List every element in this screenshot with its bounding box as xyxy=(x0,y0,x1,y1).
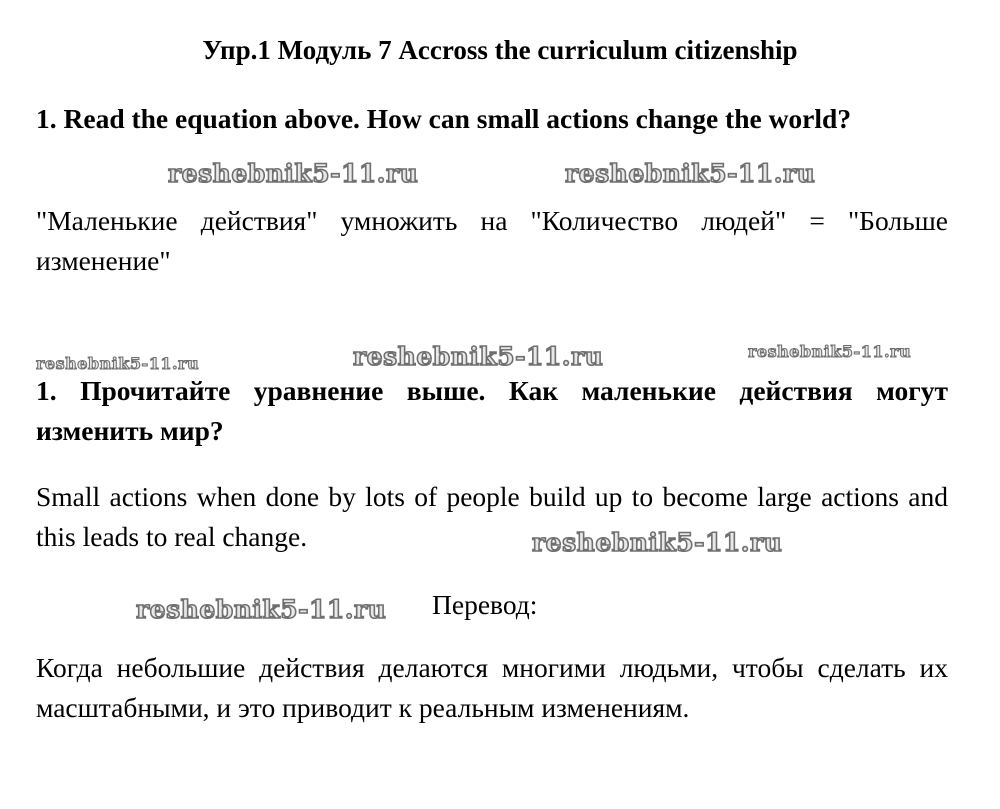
page-title: Упр.1 Модуль 7 Accross the curriculum citizenship xyxy=(202,35,798,65)
watermark: reshebnik5-11.ru xyxy=(748,342,912,361)
translation-text: Когда небольшие действия делаются многими людьми, чтобы сделать их масштабными, и это приводит к реальным изменениям. xyxy=(36,652,948,723)
watermark: reshebnik5-11.ru xyxy=(36,354,200,373)
translation-label: Перевод: xyxy=(432,589,538,620)
question-russian: 1. Прочитайте уравнение выше. Как маленькие действия могут изменить мир? xyxy=(36,375,948,446)
answer-english: Small actions when done by lots of people build up to become large actions and this leads to real change. xyxy=(36,481,948,552)
watermark: reshebnik5-11.ru xyxy=(353,342,604,371)
watermark: reshebnik5-11.ru xyxy=(565,159,816,188)
question-english: 1. Read the equation above. How can small actions change the world? xyxy=(36,103,852,134)
watermark: reshebnik5-11.ru xyxy=(532,528,783,557)
watermark: reshebnik5-11.ru xyxy=(136,595,387,624)
watermark: reshebnik5-11.ru xyxy=(168,159,419,188)
answer-russian: "Маленькие действия" умножить на "Количество людей" = "Больше изменение" xyxy=(36,205,948,276)
